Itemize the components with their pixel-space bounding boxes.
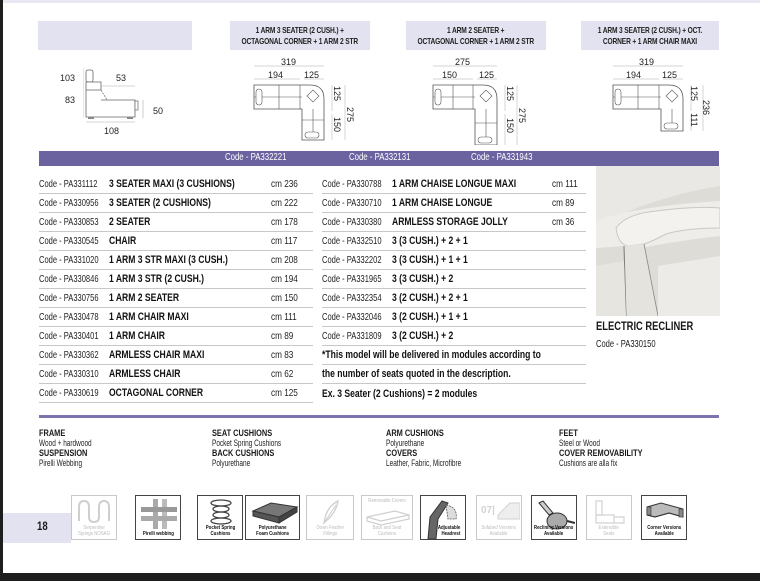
item-code: Code - PA330362	[39, 349, 99, 361]
item-name: 3 (2 CUSH.) + 1 + 1	[392, 311, 468, 323]
item-size: cm 62	[271, 368, 294, 380]
spec-label: COVERS	[386, 448, 418, 458]
sofa-side-profile-icon	[83, 68, 147, 128]
list-item	[322, 232, 586, 251]
spec-value: Leather, Fabric, Microfibre	[386, 458, 462, 468]
viewer-bottom-bar	[0, 573, 760, 581]
item-size: cm 36	[552, 216, 575, 228]
item-code: Code - PA330545	[39, 235, 99, 247]
item-code: Code - PA330956	[39, 197, 99, 209]
spec-label: SEAT CUSHIONS	[212, 428, 273, 438]
item-size: cm 111	[552, 178, 578, 190]
item-code: Code - PA330401	[39, 330, 99, 342]
feature-label: Serpentine Springs NOSAG	[77, 525, 111, 537]
recliner-armrest-image-icon	[596, 166, 720, 316]
item-size: cm 194	[271, 273, 298, 285]
item-code: Code - PA331112	[39, 178, 98, 190]
config-code-1: Code - PA332221	[225, 152, 287, 163]
delivery-note-line	[322, 384, 586, 403]
note-text: the number of seats quoted in the description.	[322, 368, 511, 380]
corner-sofa-outline-icon	[431, 65, 531, 145]
config-header-blank	[38, 21, 192, 50]
spec-column-frame	[39, 428, 112, 468]
item-code: Code - PA330756	[39, 292, 99, 304]
list-item	[322, 289, 586, 308]
spec-value: Pirelli Webbing	[39, 458, 83, 468]
item-size: cm 208	[271, 254, 298, 266]
item-name: 1 ARM CHAISE LONGUE MAXI	[392, 178, 517, 190]
list-item	[39, 346, 313, 365]
item-size: cm 178	[271, 216, 298, 228]
serpentine-springs-icon	[75, 499, 115, 525]
feature-label: Down Feather Fillings	[316, 525, 344, 537]
list-item	[39, 213, 313, 232]
config-code-2: Code - PA332131	[349, 152, 411, 163]
item-code: Code - PA332510	[322, 235, 382, 247]
spec-label: BACK CUSHIONS	[212, 448, 275, 458]
item-name: 1 ARM CHAISE LONGUE	[392, 197, 493, 209]
foam-cushion-icon	[249, 499, 299, 525]
item-size: cm 83	[271, 349, 294, 361]
dim-side-b: 150	[332, 117, 342, 133]
feature-extensible-seats	[586, 495, 632, 540]
item-size: cm 89	[271, 330, 294, 342]
dim-total-width: 319	[281, 57, 297, 67]
feature-label: Pocket Spring Cushions	[205, 525, 235, 537]
item-name: ARMLESS CHAIR MAXI	[109, 349, 205, 361]
corner-sofa-outline-icon	[252, 65, 352, 145]
dim-side-a: 125	[505, 86, 515, 102]
dim-height-total: 103	[60, 73, 76, 83]
item-name: CHAIR	[109, 235, 137, 247]
note-text: *This model will be delivered in modules according to	[322, 349, 541, 361]
item-code: Code - PA330710	[322, 197, 382, 209]
recliner-title: ELECTRIC RECLINER	[596, 319, 694, 333]
spec-value: Steel or Wood	[559, 438, 600, 448]
dim-part-a: 150	[442, 70, 458, 80]
spec-label: COVER REMOVABILITY	[559, 448, 643, 458]
item-code: Code - PA332202	[322, 254, 382, 266]
item-name: OCTAGONAL CORNER	[109, 387, 204, 399]
spec-label: ARM CUSHIONS	[386, 428, 444, 438]
item-name: 3 (3 CUSH.) + 2	[392, 273, 454, 285]
config-header-3: 1 ARM 3 SEATER (2 CUSH.) + OCT. CORNER + 1 ARM CHAIR MAXI	[581, 21, 719, 50]
spec-value: Pocket Spring Cushions	[212, 438, 282, 448]
list-item	[39, 194, 313, 213]
feature-corner-versions	[641, 495, 687, 540]
config-code-3: Code - PA331943	[471, 152, 533, 163]
dim-total-width: 275	[455, 57, 471, 67]
spec-label: FRAME	[39, 428, 66, 438]
feature-sofabed	[476, 495, 522, 540]
dim-seat-height: 83	[65, 95, 76, 105]
feather-icon	[310, 499, 350, 525]
feature-label: Polyurethane Foam Cushions	[255, 525, 289, 537]
catalog-page	[3, 0, 760, 573]
list-item	[322, 194, 586, 213]
feature-label: Back and Seat Cushions	[372, 525, 402, 537]
item-size: cm 117	[271, 235, 298, 247]
item-code: Code - PA330853	[39, 216, 99, 228]
electric-recliner-photo	[596, 166, 720, 316]
item-name: 1 ARM 3 STR (2 CUSH.)	[109, 273, 205, 285]
list-item	[39, 232, 313, 251]
item-name: ARMLESS CHAIR	[109, 368, 181, 380]
config-header-1: 1 ARM 3 SEATER (2 CUSH.) + OCTAGONAL CORNER + 1 ARM 2 STR	[230, 21, 370, 50]
dim-total-width: 319	[639, 57, 655, 67]
dim-side-a: 125	[689, 86, 699, 102]
spec-column-feet	[559, 428, 661, 468]
spec-column-covers	[386, 428, 491, 468]
dim-side-b: 111	[689, 113, 699, 127]
feature-foam-cushions	[245, 495, 300, 540]
feature-label: Sofabed Versions Available	[481, 525, 517, 537]
item-name: 3 (2 CUSH.) + 2 + 1	[392, 292, 468, 304]
configuration-code-bar	[39, 151, 719, 166]
list-item	[322, 270, 586, 289]
list-item	[39, 327, 313, 346]
item-size: cm 222	[271, 197, 298, 209]
feature-adjustable-headrest	[420, 495, 466, 540]
list-item	[39, 270, 313, 289]
list-item	[322, 308, 586, 327]
extensible-seats-icon	[590, 499, 630, 527]
item-code: Code - PA330788	[322, 178, 382, 190]
dim-arm-height: 50	[153, 106, 164, 116]
item-name: 3 (2 CUSH.) + 2	[392, 330, 454, 342]
feature-label: Extensible Seats	[598, 525, 620, 537]
item-code: Code - PA332046	[322, 311, 382, 323]
item-name: 3 SEATER MAXI (3 CUSHIONS)	[109, 178, 235, 190]
item-code: Code - PA330478	[39, 311, 99, 323]
spec-label: SUSPENSION	[39, 448, 88, 458]
spec-column-cushions	[212, 428, 308, 468]
corner-sofa-icon	[645, 499, 685, 525]
item-code: Code - PA331965	[322, 273, 382, 285]
feature-label: Pirelli webbing	[142, 531, 174, 537]
dim-side-total: 275	[517, 108, 527, 124]
dim-part-b: 125	[479, 70, 495, 80]
dim-part-b: 125	[304, 70, 320, 80]
item-code: Code - PA331020	[39, 254, 99, 266]
dim-part-a: 194	[268, 70, 284, 80]
item-code: Code - PA330846	[39, 273, 99, 285]
item-size: cm 125	[271, 387, 298, 399]
delivery-note-line	[322, 346, 586, 365]
recliner-code: Code - PA330150	[596, 338, 656, 350]
feature-serpentine-springs	[71, 495, 117, 540]
list-item	[322, 251, 586, 270]
list-item	[39, 175, 313, 194]
spec-divider	[39, 415, 719, 418]
list-item	[322, 327, 586, 346]
delivery-note-line	[322, 365, 586, 384]
pocket-spring-icon	[201, 499, 241, 527]
item-name: 3 (3 CUSH.) + 2 + 1	[392, 235, 468, 247]
list-item	[39, 289, 313, 308]
feature-removable-covers	[361, 495, 413, 540]
config-header-2: 1 ARM 2 SEATER + OCTAGONAL CORNER + 1 ARM 2 STR	[406, 21, 546, 50]
dim-side-total: 236	[701, 100, 711, 116]
item-size: cm 150	[271, 292, 298, 304]
item-code: Code - PA332354	[322, 292, 382, 304]
item-name: 1 ARM CHAIR	[109, 330, 165, 342]
feature-pocket-spring	[197, 495, 243, 540]
item-size: cm 89	[552, 197, 575, 209]
dim-side-a: 125	[332, 86, 342, 102]
top-rule	[3, 0, 760, 3]
spec-value: Cushions are alla fix	[559, 458, 618, 468]
spec-value: Wood + hardwood	[39, 438, 92, 448]
list-item	[39, 251, 313, 270]
item-name: 1 ARM CHAIR MAXI	[109, 311, 189, 323]
item-name: 3 SEATER (2 CUSHIONS)	[109, 197, 211, 209]
item-name: ARMLESS STORAGE JOLLY	[392, 216, 508, 228]
list-item	[322, 213, 586, 232]
spec-value: Polyurethane	[386, 438, 425, 448]
list-item	[39, 365, 313, 384]
item-name: 3 (3 CUSH.) + 1 + 1	[392, 254, 468, 266]
item-name: 2 SEATER	[109, 216, 151, 228]
pirelli-webbing-icon	[139, 499, 179, 529]
dim-seat-depth: 53	[116, 73, 127, 83]
item-code: Code - PA330380	[322, 216, 382, 228]
item-name: 1 ARM 2 SEATER	[109, 292, 180, 304]
dim-width: 108	[104, 126, 120, 136]
list-item	[322, 175, 586, 194]
item-code: Code - PA330310	[39, 368, 99, 380]
item-code: Code - PA331809	[322, 330, 382, 342]
feature-top-label: Removable Covers	[368, 498, 406, 504]
spec-label: FEET	[559, 428, 578, 438]
spec-value: Polyurethane	[212, 458, 251, 468]
feature-down-feather	[306, 495, 354, 540]
feature-pirelli-webbing	[135, 495, 181, 540]
item-size: cm 236	[271, 178, 298, 190]
list-item	[39, 308, 313, 327]
item-size: cm 111	[271, 311, 297, 323]
feature-label: Adjustable Headrest	[437, 525, 461, 537]
dim-part-b: 125	[662, 70, 678, 80]
page-number: 18	[37, 519, 48, 533]
svg-text:07|: 07|	[481, 505, 495, 516]
list-item	[39, 384, 313, 403]
note-text: Ex. 3 Seater (2 Cushions) = 2 modules	[322, 387, 478, 400]
item-name: 1 ARM 3 STR MAXI (3 CUSH.)	[109, 254, 228, 266]
dim-part-a: 194	[626, 70, 642, 80]
feature-label: Corner Versions Available	[647, 525, 681, 537]
dim-side-total: 275	[345, 107, 355, 123]
dim-side-b: 150	[505, 118, 515, 134]
sofabed-icon	[480, 499, 520, 525]
item-code: Code - PA330619	[39, 387, 99, 399]
feature-reclining	[531, 495, 577, 540]
feature-label: Reclining Versions Available	[534, 525, 574, 537]
